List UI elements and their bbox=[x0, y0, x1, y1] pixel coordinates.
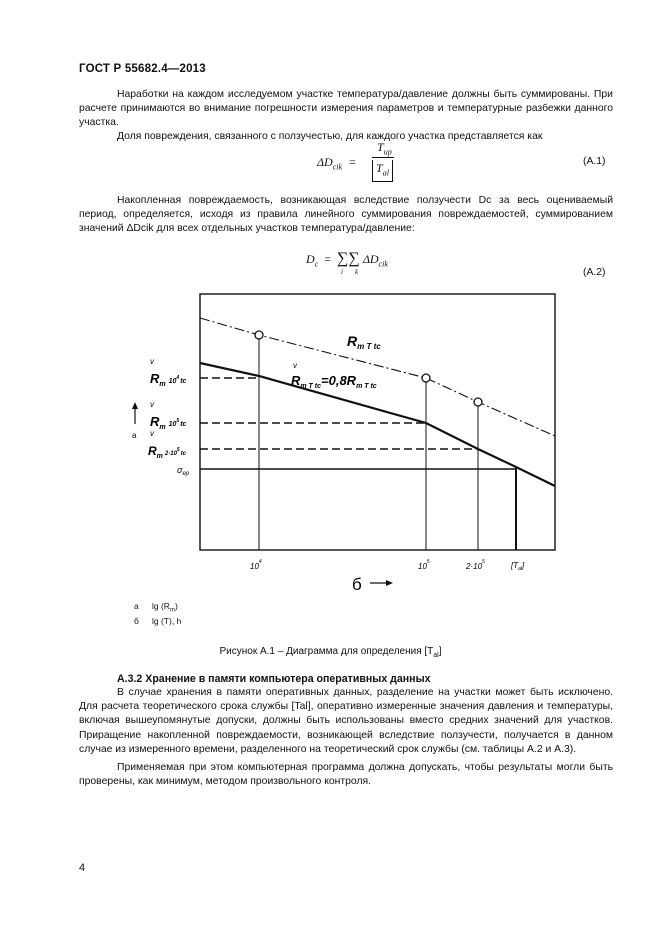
formula2-lhs: D bbox=[306, 252, 315, 266]
marker-point-1 bbox=[255, 331, 263, 339]
figure-caption: Рисунок А.1 – Диаграмма для определения $[T_{al}]$ bbox=[219, 646, 442, 659]
legend-text-b: lg (T), h bbox=[152, 616, 182, 626]
formula2-term: ΔD bbox=[362, 252, 379, 266]
y-axis-arrowhead bbox=[132, 402, 138, 409]
page-number: 4 bbox=[79, 862, 86, 874]
paragraph-2: Доля повреждения, связанного с ползучестью, для каждого участка представляется как bbox=[117, 131, 543, 142]
x-label-2: $10^5$ bbox=[418, 559, 430, 571]
equation-number-a2: (А.2) bbox=[583, 267, 606, 278]
y-label-3: $R_m$ $^{2\cdot 105}_{tc}$ bbox=[148, 444, 187, 460]
equation-number-a1: (А.1) bbox=[583, 156, 606, 167]
formula1-num-sub: ир bbox=[383, 147, 392, 157]
marker-point-2 bbox=[422, 374, 430, 382]
x-label-4: $[T_{al}]$ bbox=[511, 561, 525, 572]
legend-text-a: $\lg (R_m)$ bbox=[152, 601, 178, 614]
formula1-lhs-sub: cik bbox=[332, 162, 343, 172]
section-title: А.3.2 Хранение в памяти компьютера оперативных данных bbox=[117, 673, 431, 685]
x-axis-mark: б bbox=[352, 575, 362, 594]
paragraph-1: Наработки на каждом исследуемом участке температура/давление должны быть суммированы. При расчете принимаются во внимание погрешности измерения параметров и температурные разбежки данного участка. bbox=[79, 89, 613, 129]
y-label-7-mark: v bbox=[150, 429, 154, 438]
paragraph-4: В случае хранения в памяти оперативных данных, разделение на участки может быть исключено. Для расчета теоретического срока службы [Tal], оперативно измеренные значения давления и температуры, включая вышеупомянутые допуски, должны быть использованы вместо средних значений для участков. Приращение накопленной повреждаемости, возникающей вследствие ползучести, получается в данном случае из измеренного времени, разделенного на теоретический срок службы (см. таблицы А.2 и А.3). bbox=[79, 687, 613, 755]
y-label-5-mark: v bbox=[150, 357, 154, 366]
formula2-term-sub: cik bbox=[378, 259, 388, 269]
formula1-num: T bbox=[377, 140, 384, 154]
formula2-eq: = bbox=[324, 252, 332, 266]
paragraph-5: Применяемая при этом компьютерная программа должна допускать, чтобы результаты могли быть проверены, как минимум, методом произвольного контроля. bbox=[79, 762, 613, 788]
curve-top-label: $R_{m T tc}$ bbox=[347, 333, 381, 351]
y-label-6-mark: v bbox=[150, 400, 154, 409]
formula2-sum1: ∑ bbox=[337, 250, 349, 267]
curve-mid-mark: v bbox=[293, 361, 297, 370]
y-label-2: $R_m$ $^{105}_{tc}$ bbox=[150, 414, 187, 431]
x-axis-arrowhead bbox=[386, 580, 393, 586]
x-label-3: $2\cdot 10^5$ bbox=[466, 559, 485, 571]
x-label-1: $10^4$ bbox=[250, 559, 262, 571]
curve-mid-label: $R_{m T tc}=0,8R_{m T tc}$ bbox=[291, 373, 377, 390]
formula2-lhs-sub: c bbox=[314, 259, 319, 269]
legend-key-a: а bbox=[134, 601, 139, 611]
curve-upper-dashdot bbox=[200, 318, 555, 436]
formula1-lhs: ΔD bbox=[317, 155, 333, 169]
formula2-sum1-index: i bbox=[341, 268, 343, 276]
curve-lower-solid bbox=[200, 363, 555, 486]
diagram-frame bbox=[200, 294, 555, 550]
marker-point-3 bbox=[474, 398, 482, 406]
y-label-4: $\sigma_{ep}$ bbox=[177, 465, 190, 477]
formula1-den-sub: al bbox=[382, 168, 389, 178]
paragraph-3: Накопленная повреждаемость, возникающая вследствие ползучести Dc за весь оцениваемый период, определяется, исходя из правила линейного суммирования повреждаемостей, суммированием значений ΔDcik для всех отдельных участков температура/давление: bbox=[79, 195, 613, 235]
document-header: ГОСТ Р 55682.4—2013 bbox=[79, 63, 206, 75]
y-axis-mark: a bbox=[132, 431, 137, 440]
formula2-sum2-index: k bbox=[355, 268, 359, 276]
legend-key-b: б bbox=[134, 616, 139, 626]
formula1-den: T bbox=[376, 161, 383, 175]
formula1-eq: = bbox=[349, 155, 356, 169]
formula2-sum2: ∑ bbox=[348, 250, 360, 267]
y-label-1: $R_m$ $^{104}_{tc}$ bbox=[150, 371, 187, 388]
